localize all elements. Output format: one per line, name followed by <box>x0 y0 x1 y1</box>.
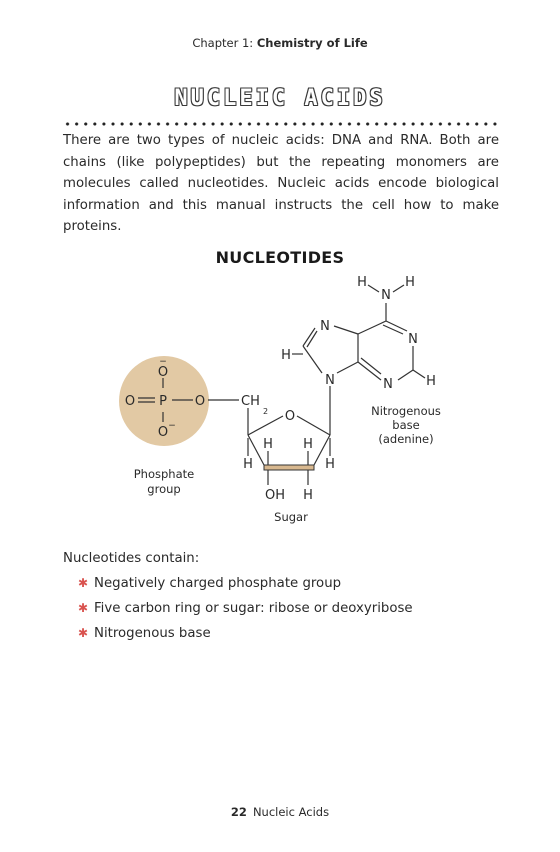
list-intro: Nucleotides contain: <box>63 551 200 566</box>
base-n3: N <box>383 377 393 392</box>
nucleotide-contents-list <box>78 571 413 646</box>
label-sugar: Sugar <box>274 510 308 524</box>
phosphate-p: P <box>159 394 167 409</box>
chapter-label: Chapter 1: <box>192 36 254 50</box>
figure-title: NUCLEOTIDES <box>215 248 345 267</box>
page-number: 22 <box>230 805 247 819</box>
phosphate-o-right: O <box>194 394 206 409</box>
phosphate-o-left: O <box>124 394 136 409</box>
label-base-line1: Nitrogenous <box>371 404 441 418</box>
list-item <box>78 571 413 596</box>
footer-section: Nucleic Acids <box>252 805 330 819</box>
sugar-ch-subscript: 2 <box>263 407 269 416</box>
base-n1: N <box>408 332 418 347</box>
sugar-ch: CH <box>241 394 260 409</box>
intro-paragraph: There are two types of nucleic acids: DNA and RNA. Both are chains (like polypeptides) but the repeating monomers are molecules called nucleotides. Nucleic acids encode biological information and this manual instructs the cell how to make proteins. <box>63 133 499 234</box>
base-n-amine: N <box>381 288 391 303</box>
list-item-text: Five carbon ring or sugar: ribose or deoxyribose <box>94 601 413 616</box>
chapter-title: Chemistry of Life <box>256 36 368 50</box>
star-burst-icon: ✱ <box>78 601 89 615</box>
base-h-amine-left: H <box>357 275 367 290</box>
phosphate-o-top: O <box>157 365 169 380</box>
base-n7: N <box>320 319 330 334</box>
list-item-text: Negatively charged phosphate group <box>94 576 342 591</box>
list-item <box>78 621 413 646</box>
base-h2: H <box>426 374 436 389</box>
running-header <box>0 36 560 50</box>
phosphate-o-bottom-charge: − <box>168 421 176 431</box>
sugar-h-inner-left: H <box>263 437 273 452</box>
phosphate-o-top-charge: − <box>159 357 167 367</box>
base-h-amine-right: H <box>405 275 415 290</box>
base-n9: N <box>325 373 335 388</box>
sugar-ring-edge <box>264 465 314 470</box>
page-footer <box>0 805 560 819</box>
base-h8: H <box>281 348 291 363</box>
dotted-divider <box>63 121 499 127</box>
section-title: NUCLEIC ACIDS <box>174 86 386 111</box>
sugar-h-outer-left: H <box>243 457 253 472</box>
label-base-line2: base <box>392 418 420 432</box>
sugar-h-bottom: H <box>303 488 313 503</box>
label-phosphate-line2: group <box>147 482 181 496</box>
sugar-oh: OH <box>264 488 286 503</box>
star-burst-icon: ✱ <box>78 626 89 640</box>
label-phosphate-line1: Phosphate <box>133 467 195 481</box>
list-item <box>78 596 413 621</box>
phosphate-o-bottom: O <box>157 425 169 440</box>
star-burst-icon: ✱ <box>78 576 89 590</box>
sugar-ring-o: O <box>284 409 296 424</box>
nucleotide-diagram <box>100 268 460 538</box>
sugar-h-outer-right: H <box>325 457 335 472</box>
label-base-line3: (adenine) <box>378 432 434 446</box>
list-item-text: Nitrogenous base <box>94 626 211 641</box>
sugar-h-inner-right: H <box>303 437 313 452</box>
